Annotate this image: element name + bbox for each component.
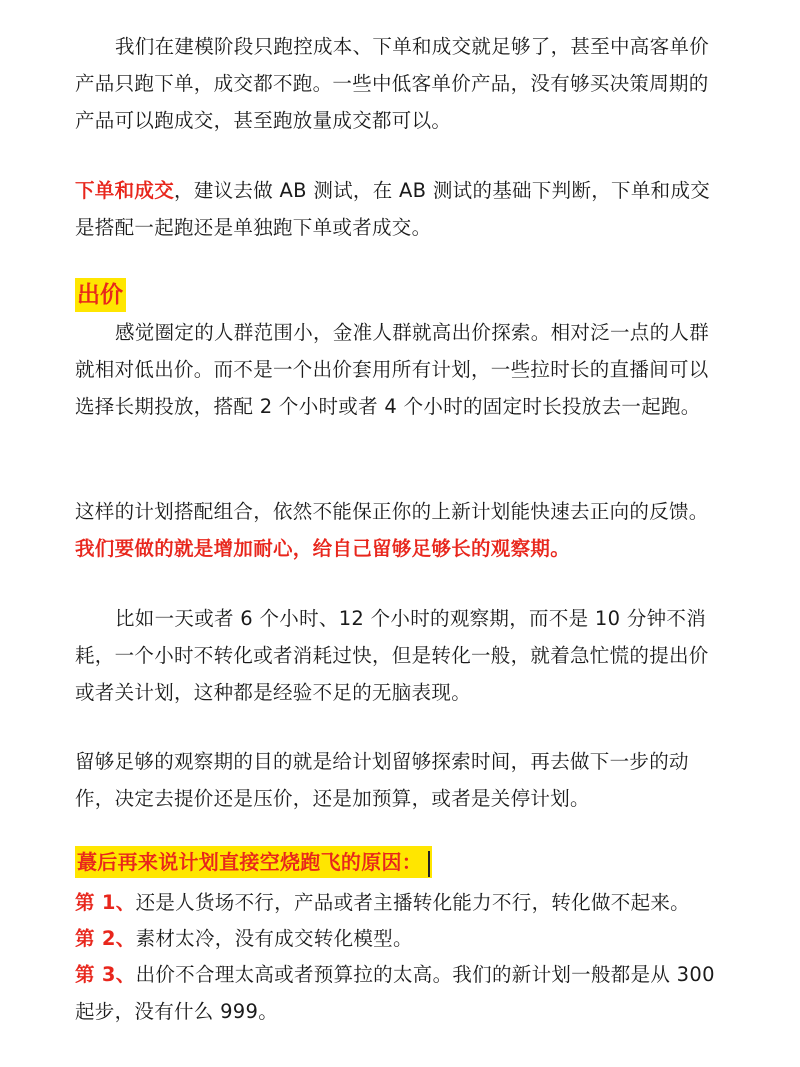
paragraph-bid-strategy: 感觉圈定的人群范围小，金准人群就高出价探索。相对泛一点的人群就相对低出价。而不是一个出价套用所有计划，一些拉时长的直播间可以选择长期投放，搭配 2 个小时或者 4 个小时的固定时长投放去一起跑。 (75, 321, 710, 418)
paragraph-ab-test (75, 172, 725, 246)
reason-item (75, 884, 725, 921)
reason-text: 素材太冷，没有成交转化模型。 (135, 927, 413, 950)
reason-label: 第 2、 (75, 927, 136, 950)
highlight-order-and-deal: 下单和成交 (75, 179, 175, 202)
highlight-observation-period: 我们要做的就是增加耐心，给自己留够足够长的观察期。 (75, 537, 571, 560)
reason-text: 还是人货场不行，产品或者主播转化能力不行，转化做不起来。 (135, 891, 690, 914)
reason-label: 第 3、 (75, 963, 136, 986)
reason-text: 出价不合理太高或者预算拉的太高。我们的新计划一般都是从 300 起步，没有什么 999。 (75, 963, 715, 1023)
paragraph-patience (75, 493, 725, 567)
final-heading-reasons (75, 846, 432, 878)
paragraph-observation-purpose: 留够足够的观察期的目的就是给计划留够探索时间，再去做下一步的动作，决定去提价还是压价，还是加预算，或者是关停计划。 (75, 750, 689, 810)
final-heading-text: 蕞后再来说计划直接空烧跑飞的原因： (77, 850, 423, 874)
reason-item (75, 920, 725, 957)
patience-text: 这样的计划搭配组合，依然不能保正你的上新计划能快速去正向的反馈。 (75, 500, 709, 523)
reason-label: 第 1、 (75, 891, 136, 914)
text-cursor (428, 851, 430, 877)
paragraph-modeling-stage: 我们在建模阶段只跑控成本、下单和成交就足够了，甚至中高客单价产品只跑下单，成交都不跑。一些中低客单价产品，没有够买决策周期的产品可以跑成交，甚至跑放量成交都可以。 (75, 35, 710, 132)
paragraph-observation-example: 比如一天或者 6 个小时、12 个小时的观察期，而不是 10 分钟不消耗，一个小时不转化或者消耗过快，但是转化一般，就着急忙慌的提出价或者关计划，这种都是经验不足的无脑表现。 (75, 607, 709, 704)
reason-item (75, 956, 725, 1030)
ab-test-text: ，建议去做 AB 测试，在 AB 测试的基础下判断，下单和成交是搭配一起跑还是单独跑下单或者成交。 (75, 179, 711, 239)
section-title-bid: 出价 (75, 278, 126, 312)
